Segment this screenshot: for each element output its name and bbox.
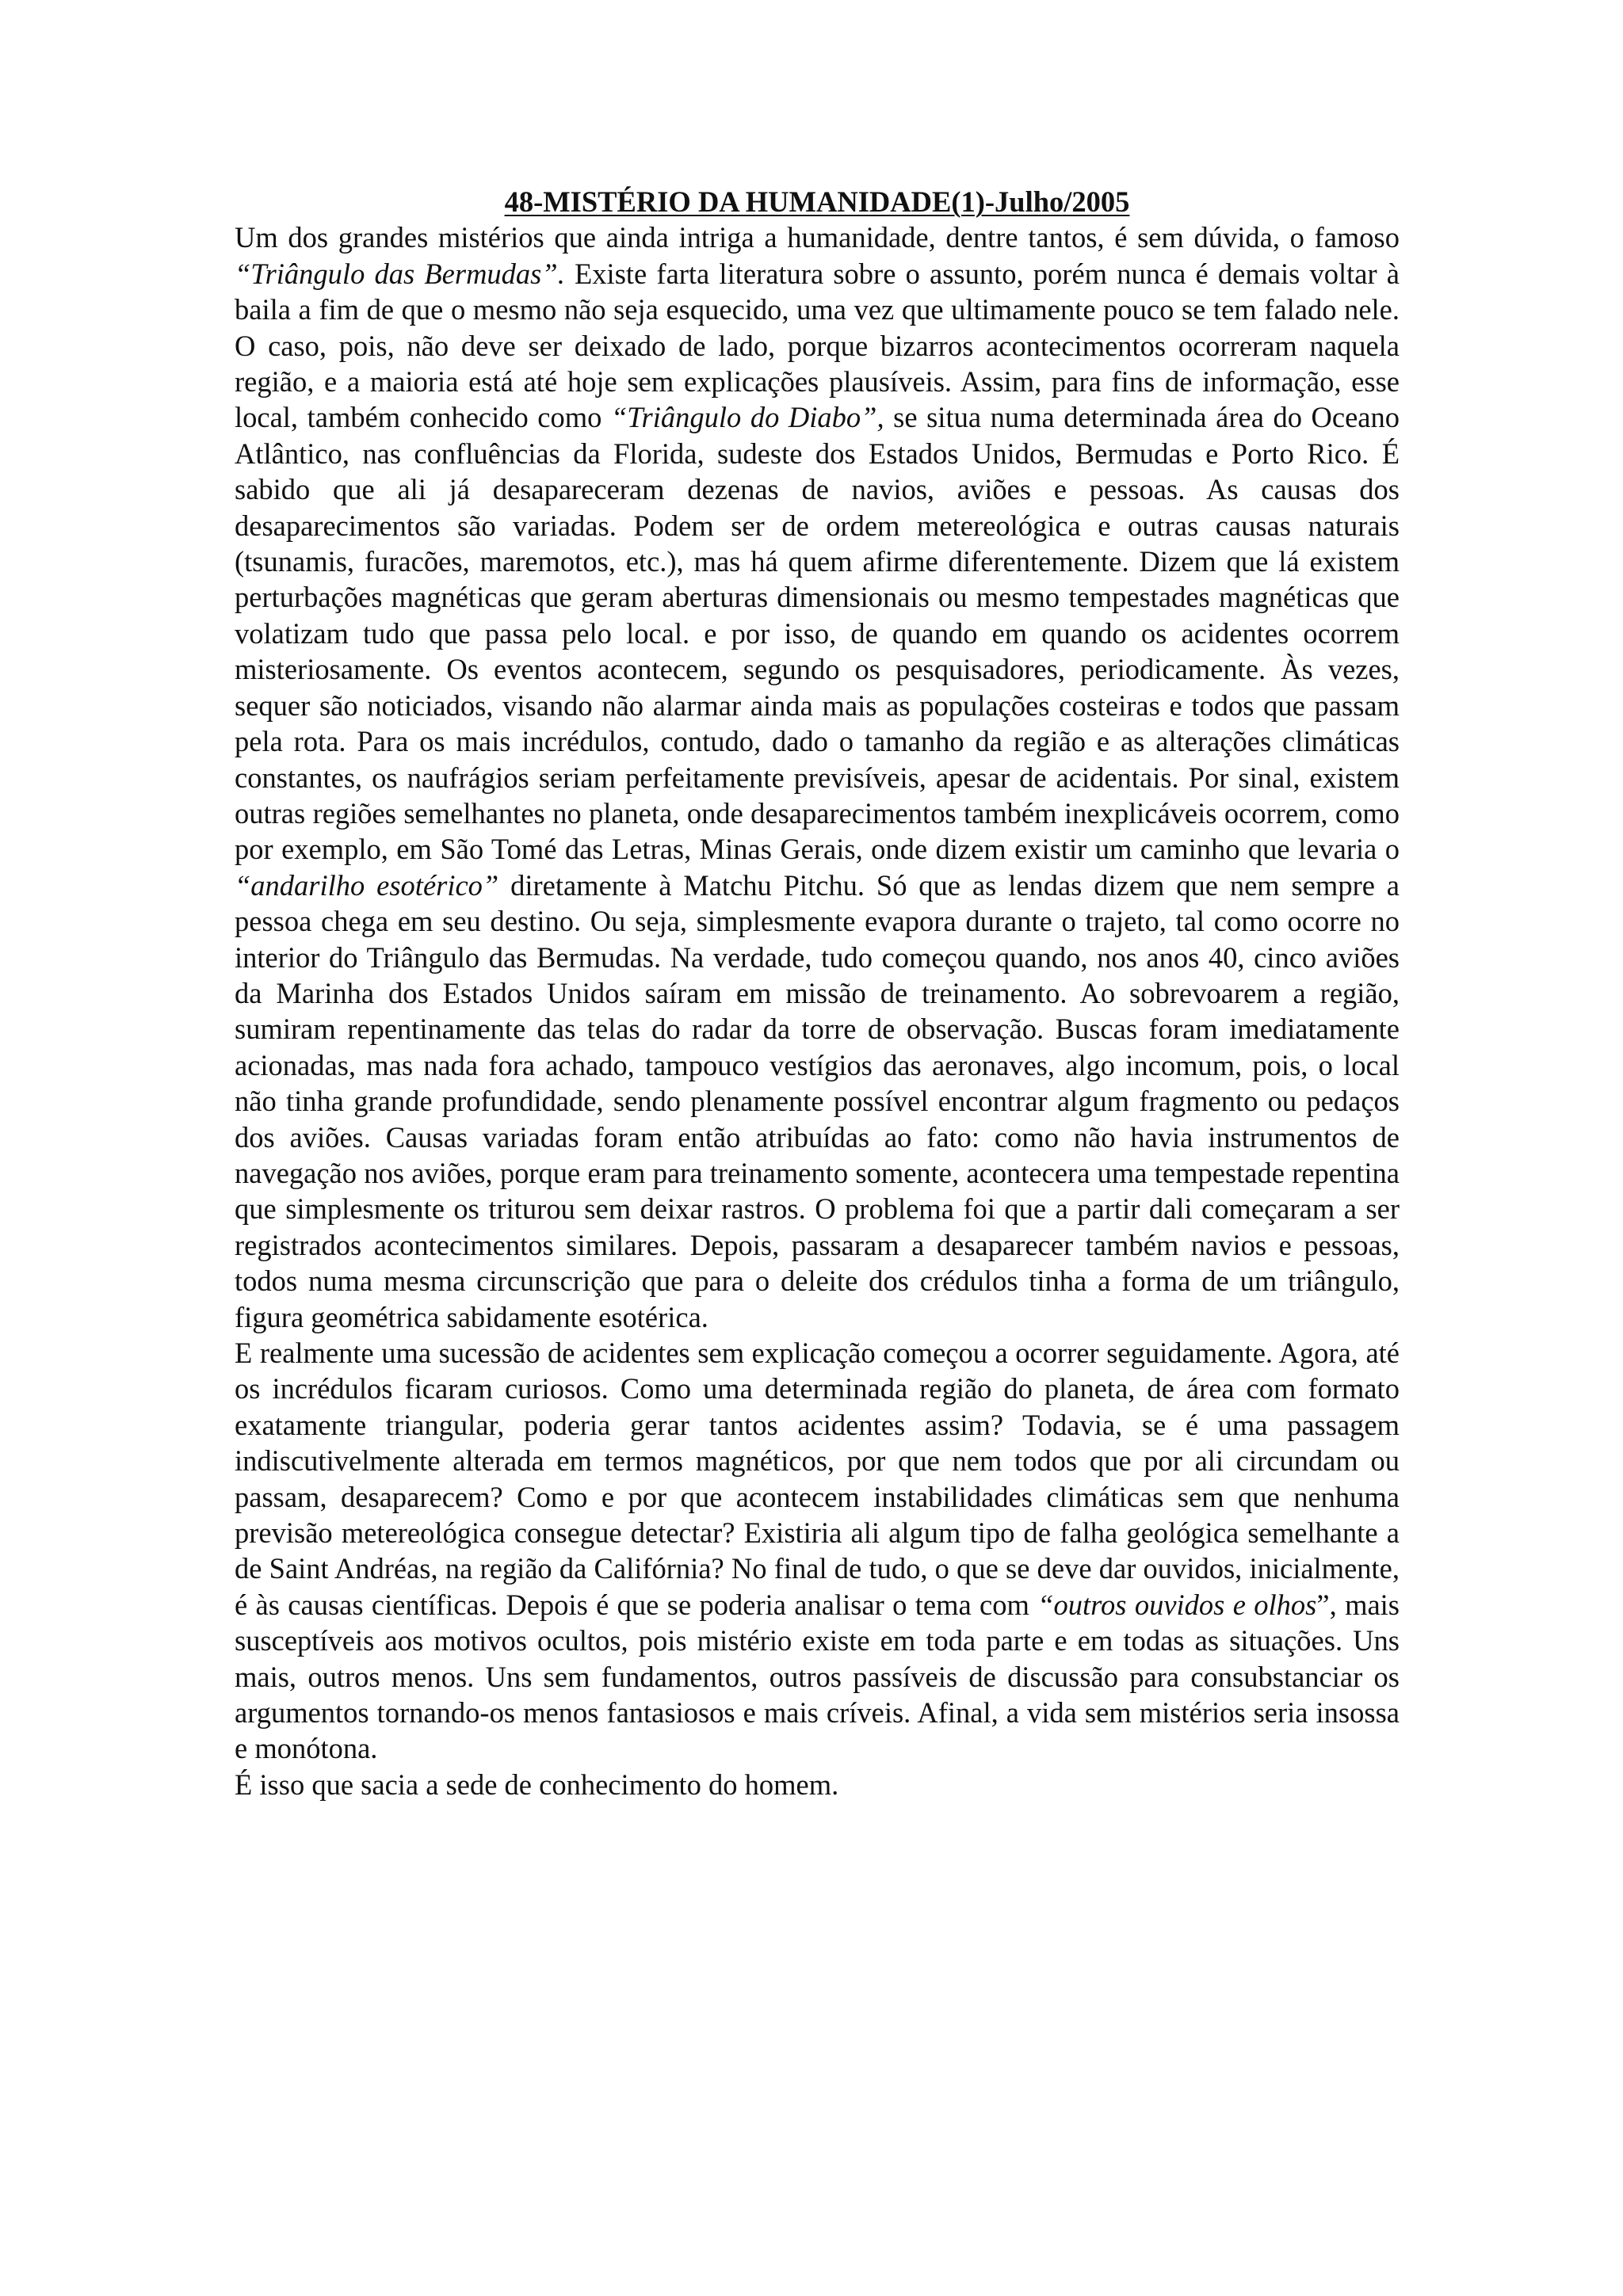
page-title: 48-MISTÉRIO DA HUMANIDADE(1)-Julho/2005 [504,185,1130,218]
paragraph-1-text-4: diretamente à Matchu Pitchu. Só que as lendas dizem que nem sempre a pessoa chega em seu destino. Ou seja, simplesmente evapora durante o trajeto, tal como ocorre no interior do Triângulo das Bermudas. Na verdade, tudo começou quando, nos anos 40, cinco aviões da Marinha dos Estados Unidos saíram em missão de treinamento. Ao sobrevoarem a região, sumiram repentinamente das telas do radar da torre de observação. Buscas foram imediatamente acionadas, mas nada fora achado, tampouco vestígios das aeronaves, algo incomum, pois, o local não tinha grande profundidade, sendo plenamente possível encontrar algum fragmento ou pedaços dos aviões. Causas variadas foram então atribuídas ao fato: como não havia instrumentos de navegação nos aviões, porque eram para treinamento somente, acontecera uma tempestade repentina que simplesmente os triturou sem deixar rastros. O problema foi que a partir dali começaram a ser registrados acontecimentos similares. Depois, passaram a desaparecer também navios e pessoas, todos numa mesma circunscrição que para o deleite dos crédulos tinha a forma de um triângulo, figura geométrica sabidamente esotérica. [235,868,1400,1333]
paragraph-1-text-3: se situa numa determinada área do Oceano Atlântico, nas confluências da Florida, sudeste dos Estados Unidos, Bermudas e Porto Rico. É sabido que ali já desapareceram dezenas de navios, aviões e pessoas. As causas dos desaparecimentos são variadas. Podem ser de ordem metereológica e outras causas naturais (tsunamis, furacões, maremotos, etc.), mas há quem afirme diferentemente. Dizem que lá existem perturbações magnéticas que geram aberturas dimensionais ou mesmo tempestades magnéticas que volatizam tudo que passa pelo local. e por isso, de quando em quando os acidentes ocorrem misteriosamente. Os eventos acontecem, segundo os pesquisadores, periodicamente. Às vezes, sequer são noticiados, visando não alarmar ainda mais as populações costeiras e todos que passam pela rota. Para os mais incrédulos, contudo, dado o tamanho da região e as alterações climáticas constantes, os naufrágios seriam perfeitamente previsíveis, apesar de acidentais. Por sinal, existem outras regiões semelhantes no planeta, onde desaparecimentos também inexplicáveis ocorrem, como por exemplo, em São Tomé das Letras, Minas Gerais, onde dizem existir um caminho que levaria o [235,401,1400,866]
document-body [235,184,1400,1802]
paragraph-1-italic-3: “andarilho esotérico” [235,868,499,902]
paragraph-2 [235,1335,1400,1767]
paragraph-1-italic-1: “Triângulo das Bermudas”. [235,257,565,290]
paragraph-3: É isso que sacia a sede de conhecimento do homem. [235,1768,839,1801]
paragraph-2-text-1: E realmente uma sucessão de acidentes sem explicação começou a ocorrer seguidamente. Agora, até os incrédulos ficaram curiosos. Como uma determinada região do planeta, de área com formato exatamente triangular, poderia gerar tantos acidentes assim? Todavia, se é uma passagem indiscutivelmente alterada em termos magnéticos, por que nem todos que por ali circundam ou passam, desaparecem? Como e por que acontecem instabilidades climáticas sem que nenhuma previsão metereológica consegue detectar? Existiria ali algum tipo de falha geológica semelhante a de Saint Andréas, na região da Califórnia? No final de tudo, o que se deve dar ouvidos, inicialmente, é às causas científicas. Depois é que se poderia analisar o tema com [235,1337,1400,1621]
paragraph-2-text-2: ”, mais susceptíveis aos motivos ocultos, pois mistério existe em toda parte e em todas as situações. Uns mais, outros menos. Uns sem fundamentos, outros passíveis de discussão para consubstanciar os argumentos tornando-os menos fantasiosos e mais críveis. Afinal, a vida sem mistérios seria insossa e monótona. [235,1588,1400,1765]
paragraph-1-text-1: Um dos grandes mistérios que ainda intriga a humanidade, dentre tantos, é sem dúvida, o famoso [235,221,1400,254]
paragraph-1-text-2: Existe farta literatura sobre o assunto, porém nunca é demais voltar à baila a fim de que o mesmo não seja esquecido, uma vez que ultimamente pouco se tem falado nele. O caso, pois, não deve ser deixado de lado, porque bizarros acontecimentos ocorreram naquela região, e a maioria está até hoje sem explicações plausíveis. Assim, para fins de informação, esse local, também conhecido como [235,257,1400,434]
paragraph-1 [235,219,1400,1335]
paragraph-2-italic-1: “outros ouvidos e olhos [1037,1588,1317,1621]
paragraph-1-italic-2: “Triângulo do Diabo”, [610,401,884,434]
